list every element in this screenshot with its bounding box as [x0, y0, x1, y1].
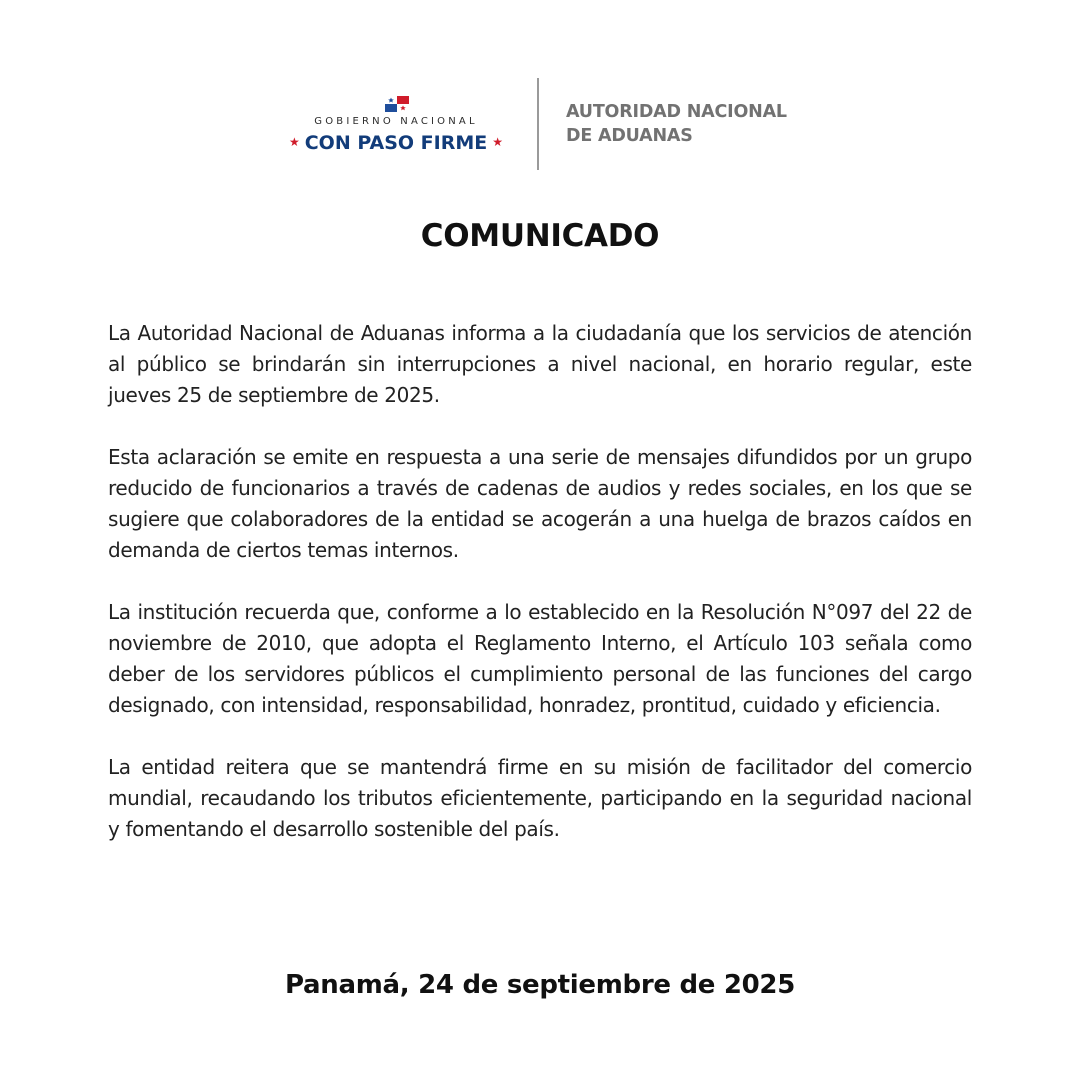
paragraph: La institución recuerda que, conforme a lo establecido en la Resolución N°097 del 22 de noviembre de 2010, que adopta el Reglamento Interno, el Artículo 103 señala como deber de los servidores públicos el cumplimiento personal de las funciones del cargo designado, con intensidad, responsabilidad, honradez, prontitud, cuidado y eficiencia. — [108, 600, 972, 717]
star-icon: ★ — [492, 135, 504, 149]
government-logo-slogan: CON PASO FIRME — [304, 132, 488, 154]
panama-flag-icon — [385, 96, 409, 112]
document-title: COMUNICADO — [420, 218, 660, 254]
star-icon: ★ — [288, 135, 300, 149]
paragraph: La Autoridad Nacional de Aduanas informa a la ciudadanía que los servicios de atención al público se brindarán sin interrupciones a nivel nacional, en horario regular, este jueves 25 de septiembre de 2025. — [108, 321, 972, 407]
agency-logo — [566, 100, 787, 148]
government-logo — [280, 78, 512, 170]
agency-logo-line2: DE ADUANAS — [566, 126, 693, 146]
header — [0, 78, 1080, 170]
paragraph: La entidad reitera que se mantendrá firme en su misión de facilitador del comercio mundial, recaudando los tributos eficientemente, participando en la seguridad nacional y fomentando el desarrollo sostenible del país. — [108, 755, 972, 841]
logo-divider — [537, 78, 539, 170]
paragraph: Esta aclaración se emite en respuesta a una serie de mensajes difundidos por un grupo reducido de funcionarios a través de cadenas de audios y redes sociales, en los que se sugiere que colaboradores de la entidad se acogerán a una huelga de brazos caídos en demanda de ciertos temas internos. — [108, 445, 972, 562]
agency-logo-line1: AUTORIDAD NACIONAL — [566, 102, 787, 122]
document-body — [108, 318, 972, 876]
government-logo-line2 — [280, 132, 512, 154]
government-logo-line1: GOBIERNO NACIONAL — [314, 116, 478, 127]
document-date: Panamá, 24 de septiembre de 2025 — [284, 970, 796, 1000]
